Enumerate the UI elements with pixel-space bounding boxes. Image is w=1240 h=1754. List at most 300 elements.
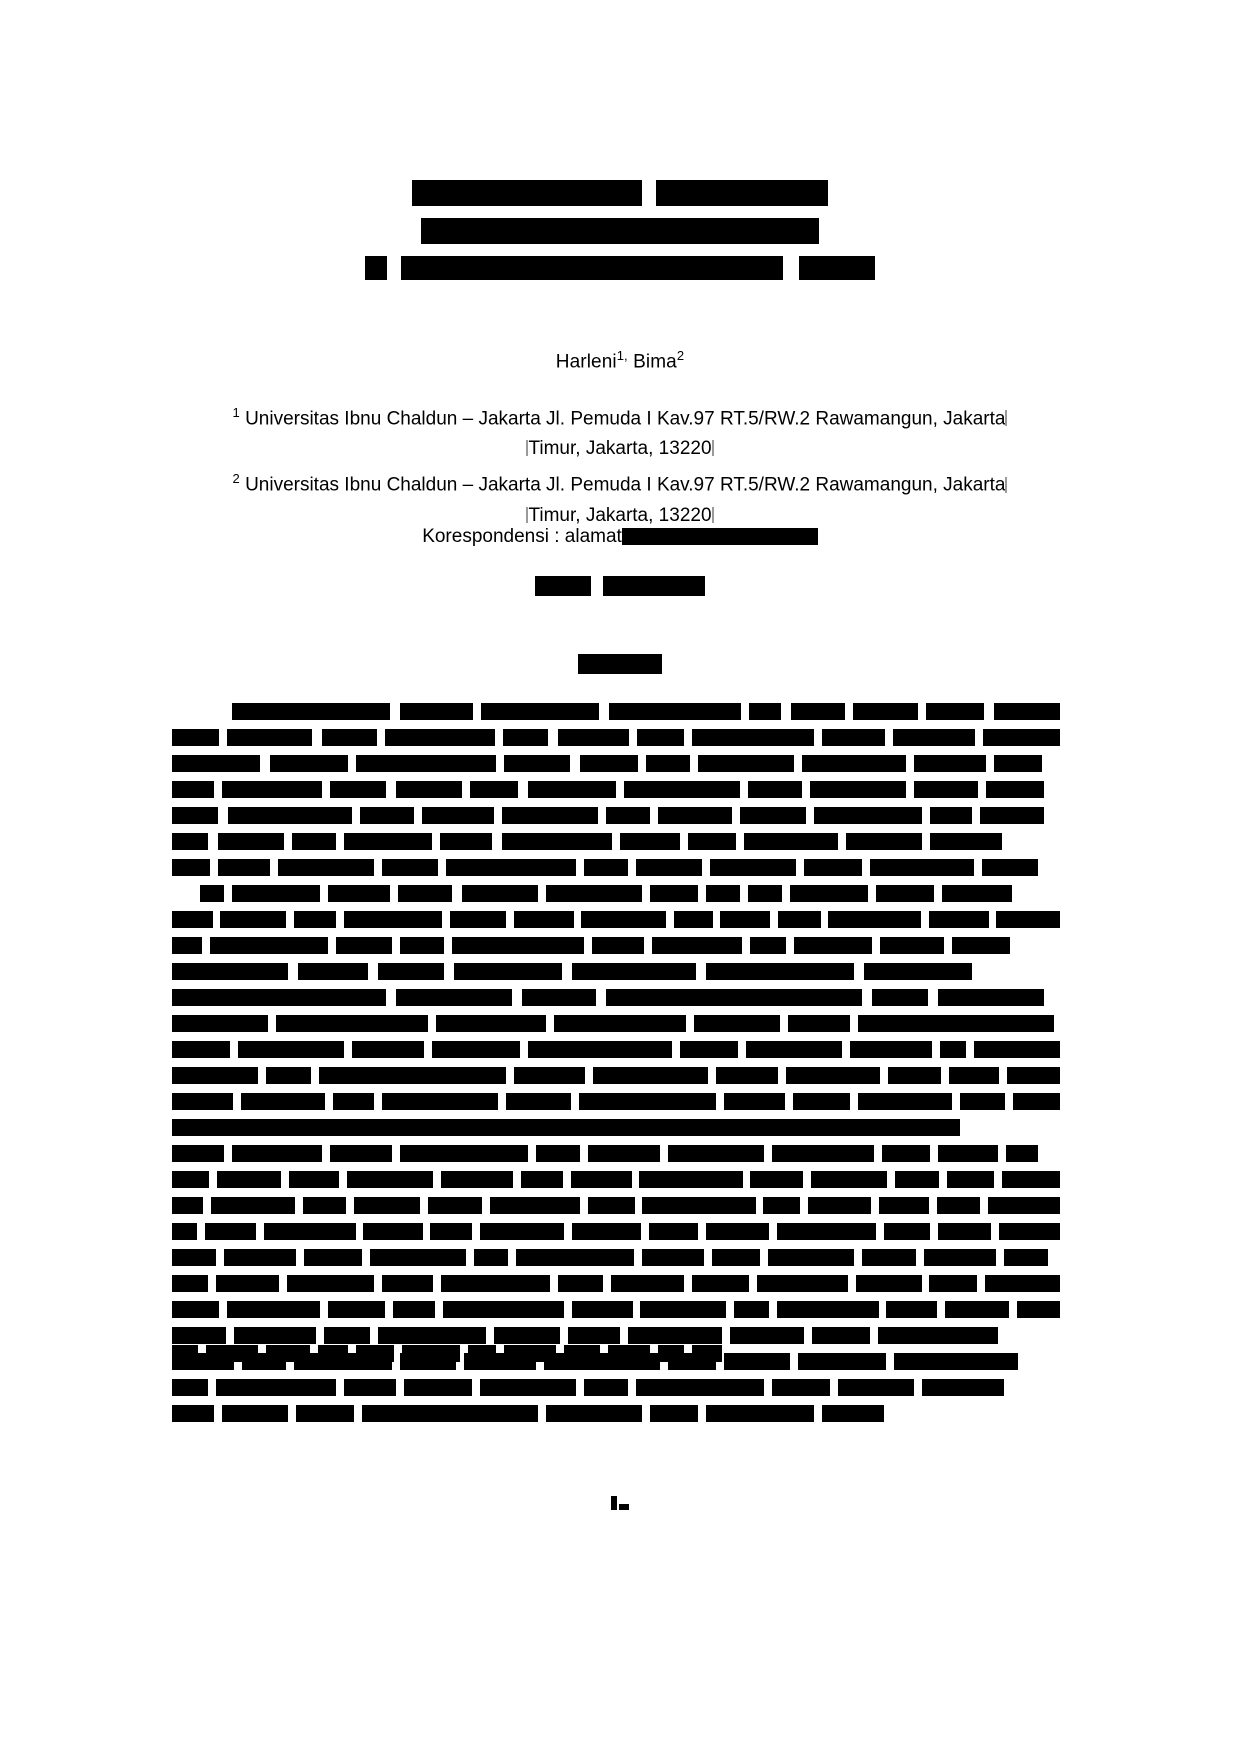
- redaction-bar: [812, 1327, 870, 1344]
- redaction-bar: [450, 911, 506, 928]
- redaction-bar: [393, 1301, 436, 1318]
- redaction-bar: [882, 1145, 930, 1162]
- redaction-bar: [763, 1197, 800, 1214]
- redaction-bar: [929, 1275, 976, 1292]
- redaction-bar: [646, 755, 690, 772]
- redaction-bar: [172, 1379, 208, 1396]
- redaction-bar: [172, 1275, 208, 1292]
- redaction-tick: [1005, 477, 1007, 493]
- redacted-text-line: [172, 1090, 1060, 1112]
- redaction-bar: [172, 1119, 960, 1136]
- redaction-bar: [564, 1345, 600, 1362]
- redaction-bar: [220, 911, 286, 928]
- redaction-bar: [385, 729, 495, 746]
- redaction-bar: [296, 1405, 354, 1422]
- redaction-bar: [172, 755, 260, 772]
- redaction-bar: [938, 989, 1044, 1006]
- redaction-bar: [872, 989, 928, 1006]
- redaction-bar: [1004, 1249, 1048, 1266]
- redaction-bar: [382, 1275, 433, 1292]
- redaction-bar: [440, 833, 492, 850]
- redaction-bar: [400, 937, 444, 954]
- redaction-bar: [929, 911, 989, 928]
- redaction-bar: [712, 1249, 760, 1266]
- redaction-bar: [344, 1379, 396, 1396]
- redaction-bar: [639, 1171, 742, 1188]
- redaction-bar: [624, 781, 740, 798]
- redaction-bar: [811, 1171, 887, 1188]
- redacted-text-line: [172, 986, 1060, 1008]
- redaction-bar: [777, 1223, 877, 1240]
- correspondence-label: Korespondensi : alamat: [422, 526, 622, 547]
- redaction-bar: [468, 1345, 496, 1362]
- redaction-bar: [960, 1093, 1005, 1110]
- redaction-bar: [886, 1301, 937, 1318]
- redaction-bar: [858, 1015, 1054, 1032]
- redaction-bar: [947, 1171, 994, 1188]
- page-footer: [0, 1496, 1240, 1510]
- redaction-bar: [224, 1249, 296, 1266]
- redaction-bar: [578, 654, 662, 674]
- redacted-text-line: [172, 1298, 1060, 1320]
- redaction-bar: [270, 755, 348, 772]
- redaction-bar: [401, 256, 783, 280]
- redaction-bar: [356, 755, 496, 772]
- redaction-bar: [528, 781, 616, 798]
- redaction-bar: [278, 859, 374, 876]
- redaction-bar: [620, 833, 680, 850]
- redaction-bar: [822, 729, 885, 746]
- redaction-bar: [535, 576, 591, 596]
- redaction-bar: [748, 885, 782, 902]
- affiliation-2-text-2: Timur, Jakarta, 13220: [528, 504, 712, 526]
- redaction-bar: [744, 833, 838, 850]
- redacted-text-line: [172, 908, 1060, 930]
- redaction-bar: [636, 859, 702, 876]
- redaction-bar: [628, 1327, 722, 1344]
- redaction-bar: [217, 1171, 281, 1188]
- redaction-bar: [172, 1145, 224, 1162]
- redaction-bar: [658, 1345, 684, 1362]
- redaction-bar: [516, 1249, 634, 1266]
- redaction-bar: [422, 807, 494, 824]
- redaction-bar: [862, 1249, 916, 1266]
- redacted-text-line: [172, 1194, 1060, 1216]
- redaction-bar: [462, 885, 538, 902]
- redaction-bar: [799, 256, 875, 280]
- redaction-bar: [218, 833, 284, 850]
- redaction-bar: [924, 1249, 996, 1266]
- author-sup-2: 2: [676, 348, 685, 363]
- redaction-bar: [480, 1379, 576, 1396]
- redaction-bar: [172, 1223, 197, 1240]
- redacted-text-line: [172, 1012, 1060, 1034]
- redaction-bar: [808, 1197, 870, 1214]
- author-name-1: Harleni: [555, 351, 617, 373]
- redaction-bar: [294, 911, 336, 928]
- redaction-bar: [404, 1379, 472, 1396]
- redacted-text-line: [172, 1402, 1060, 1424]
- redaction-bar: [370, 1249, 466, 1266]
- redaction-bar: [172, 1015, 268, 1032]
- redaction-bar: [402, 1345, 460, 1362]
- redaction-bar: [592, 937, 644, 954]
- redaction-bar: [879, 1197, 930, 1214]
- redaction-bar: [750, 1171, 803, 1188]
- redaction-bar: [720, 911, 770, 928]
- redaction-bar: [828, 911, 921, 928]
- redacted-text-line: [172, 1038, 1060, 1060]
- redaction-bar: [200, 885, 224, 902]
- redaction-bar: [232, 703, 390, 720]
- redaction-bar: [354, 1197, 420, 1214]
- redacted-text-line: [172, 804, 1060, 826]
- redaction-bar: [352, 1041, 424, 1058]
- redaction-bar: [581, 911, 666, 928]
- redaction-bar: [490, 1197, 580, 1214]
- redaction-bar: [584, 1379, 628, 1396]
- redaction-bar: [558, 729, 629, 746]
- redaction-bar: [692, 1345, 722, 1362]
- redaction-bar: [810, 781, 906, 798]
- redaction-bar: [608, 1345, 650, 1362]
- redaction-bar: [983, 729, 1060, 746]
- redaction-bar: [227, 729, 312, 746]
- redaction-bar: [1002, 1171, 1060, 1188]
- redaction-bar: [609, 703, 741, 720]
- redaction-bar: [344, 833, 432, 850]
- redaction-bar: [360, 807, 414, 824]
- redaction-bar: [172, 1041, 230, 1058]
- redaction-bar: [470, 781, 518, 798]
- redaction-bar: [266, 1067, 311, 1084]
- redaction-bar: [454, 963, 562, 980]
- affiliation-2-marker: 2: [232, 471, 240, 487]
- redacted-text-line: [172, 700, 1060, 722]
- redaction-bar: [999, 1223, 1060, 1240]
- redaction-bar: [205, 1223, 257, 1240]
- correspondence-line: [0, 526, 1240, 548]
- redaction-bar: [884, 1223, 930, 1240]
- redaction-bar: [688, 833, 736, 850]
- redaction-bar: [211, 1197, 295, 1214]
- redaction-bar: [710, 859, 796, 876]
- redaction-bar: [398, 885, 452, 902]
- redaction-bar: [264, 1223, 356, 1240]
- redaction-bar: [949, 1067, 1000, 1084]
- redaction-bar: [172, 729, 219, 746]
- redaction-bar: [937, 1197, 980, 1214]
- redacted-text-line: [172, 1246, 1060, 1268]
- redaction-tick: [712, 440, 714, 456]
- redaction-bar: [396, 989, 512, 1006]
- redaction-tick: [712, 507, 714, 523]
- redaction-bar: [172, 1249, 216, 1266]
- redaction-bar: [546, 1405, 642, 1422]
- redaction-bar: [378, 963, 444, 980]
- redaction-bar: [234, 1327, 316, 1344]
- redaction-bar: [940, 1041, 966, 1058]
- redaction-bar: [880, 937, 944, 954]
- redaction-bar: [568, 1327, 620, 1344]
- redaction-bar: [791, 703, 845, 720]
- redaction-bar: [996, 911, 1060, 928]
- redaction-bar: [238, 1041, 344, 1058]
- redaction-bar: [1017, 1301, 1060, 1318]
- keywords-line: [172, 1342, 1060, 1368]
- redaction-bar: [318, 1345, 348, 1362]
- redaction-bar: [988, 1197, 1060, 1214]
- redaction-bar: [356, 1345, 394, 1362]
- redaction-bar: [584, 859, 628, 876]
- redacted-text-line: [172, 1220, 1060, 1242]
- redaction-bar: [985, 1275, 1060, 1292]
- redaction-bar: [876, 885, 934, 902]
- redaction-bar: [982, 859, 1038, 876]
- redaction-bar: [938, 1223, 992, 1240]
- redaction-bar: [322, 729, 377, 746]
- redaction-bar: [1007, 1067, 1060, 1084]
- redaction-bar: [930, 807, 972, 824]
- redaction-bar: [333, 1093, 374, 1110]
- redaction-bar: [319, 1067, 507, 1084]
- author-list: [0, 348, 1240, 373]
- redaction-bar: [303, 1197, 346, 1214]
- redaction-bar: [494, 1327, 560, 1344]
- redaction-bar: [172, 911, 213, 928]
- redaction-bar: [287, 1275, 374, 1292]
- redaction-bar: [893, 729, 976, 746]
- redaction-bar: [986, 781, 1044, 798]
- redacted-text-line: [172, 1272, 1060, 1294]
- redaction-bar: [930, 833, 1002, 850]
- redaction-bar: [749, 703, 781, 720]
- redaction-bar: [656, 180, 828, 206]
- redaction-bar: [642, 1197, 755, 1214]
- redaction-bar: [336, 937, 392, 954]
- redacted-text-line: [172, 1064, 1060, 1086]
- redaction-bar: [870, 859, 974, 876]
- redaction-bar: [504, 755, 570, 772]
- redaction-bar: [698, 755, 794, 772]
- redaction-bar: [172, 1327, 226, 1344]
- redaction-bar: [536, 1145, 580, 1162]
- redaction-bar: [441, 1171, 513, 1188]
- affiliation-2-text: Universitas Ibnu Chaldun – Jakarta Jl. Pemuda I Kav.97 RT.5/RW.2 Rawamangun, Jakarta: [245, 474, 1006, 496]
- redaction-bar: [546, 885, 642, 902]
- redaction-bar: [528, 1041, 672, 1058]
- redaction-bar: [289, 1171, 340, 1188]
- author-sup-1: 1,: [616, 348, 628, 363]
- redaction-bar: [216, 1275, 279, 1292]
- redaction-bar: [218, 859, 270, 876]
- redacted-text-line: [172, 778, 1060, 800]
- redacted-text-line: [172, 1342, 1060, 1364]
- redaction-bar: [757, 1275, 848, 1292]
- redaction-bar: [794, 937, 872, 954]
- redaction-bar: [227, 1301, 321, 1318]
- redaction-bar: [850, 1041, 932, 1058]
- redaction-bar: [172, 781, 214, 798]
- redaction-bar: [222, 1405, 288, 1422]
- redaction-bar: [680, 1041, 738, 1058]
- redaction-bar: [706, 1405, 814, 1422]
- redacted-text-line: [172, 934, 1060, 956]
- redaction-bar: [172, 1301, 219, 1318]
- redaction-bar: [804, 859, 862, 876]
- redaction-bar: [603, 576, 705, 596]
- redaction-bar: [347, 1171, 433, 1188]
- redaction-bar: [668, 1145, 764, 1162]
- redaction-bar: [724, 1093, 785, 1110]
- abstract-heading: [0, 654, 1240, 674]
- redaction-bar: [292, 833, 336, 850]
- redaction-bar: [362, 1405, 538, 1422]
- redaction-bar: [441, 1275, 550, 1292]
- redaction-bar: [172, 807, 218, 824]
- affiliation-1-text: Universitas Ibnu Chaldun – Jakarta Jl. Pemuda I Kav.97 RT.5/RW.2 Rawamangun, Jakarta: [245, 408, 1006, 430]
- title-line-3: [0, 256, 1240, 280]
- redaction-bar: [241, 1093, 325, 1110]
- redaction-bar: [298, 963, 368, 980]
- redaction-bar: [172, 1171, 209, 1188]
- author-name-2: Bima: [633, 351, 677, 373]
- redaction-bar: [788, 1015, 850, 1032]
- redaction-bar: [980, 807, 1044, 824]
- redacted-text-line: [172, 1116, 1060, 1138]
- redaction-bar: [952, 937, 1010, 954]
- redaction-bar: [443, 1301, 564, 1318]
- correspondence-redacted-value: [622, 528, 818, 545]
- redaction-bar: [734, 1301, 769, 1318]
- redacted-text-line: [172, 1168, 1060, 1190]
- redaction-bar: [400, 1145, 528, 1162]
- redaction-bar: [974, 1041, 1060, 1058]
- redaction-bar: [412, 180, 642, 206]
- redaction-bar: [330, 1145, 392, 1162]
- redaction-bar: [344, 911, 442, 928]
- redaction-bar: [579, 1093, 717, 1110]
- redaction-bar: [172, 859, 210, 876]
- redaction-bar: [572, 963, 696, 980]
- redaction-bar: [172, 989, 386, 1006]
- redaction-bar: [846, 833, 922, 850]
- redaction-bar: [232, 885, 320, 902]
- redaction-bar: [558, 1275, 603, 1292]
- redaction-bar: [481, 703, 599, 720]
- redaction-tick: [1005, 410, 1007, 426]
- redaction-bar: [716, 1067, 779, 1084]
- redaction-bar: [740, 807, 806, 824]
- redaction-bar: [506, 1093, 571, 1110]
- redaction-bar: [922, 1379, 1004, 1396]
- redaction-bar: [692, 1275, 749, 1292]
- redaction-bar: [428, 1197, 483, 1214]
- redaction-bar: [304, 1249, 362, 1266]
- redaction-bar: [649, 1223, 699, 1240]
- redaction-bar: [382, 859, 438, 876]
- redaction-bar: [619, 1504, 629, 1510]
- redaction-bar: [853, 703, 919, 720]
- redaction-bar: [432, 1041, 520, 1058]
- article-type-heading: [0, 576, 1240, 596]
- redacted-text-line: [172, 856, 1060, 878]
- redaction-bar: [914, 755, 986, 772]
- redaction-bar: [814, 807, 922, 824]
- redaction-bar: [276, 1015, 428, 1032]
- redaction-bar: [572, 1301, 633, 1318]
- redaction-bar: [436, 1015, 546, 1032]
- affiliation-1-line-1: [0, 398, 1240, 434]
- redaction-bar: [706, 963, 854, 980]
- redaction-bar: [692, 729, 814, 746]
- document-title: [0, 180, 1240, 292]
- redaction-bar: [588, 1145, 660, 1162]
- redaction-bar: [222, 781, 322, 798]
- redaction-bar: [363, 1223, 422, 1240]
- redaction-bar: [172, 937, 202, 954]
- redacted-text-line: [172, 960, 1060, 982]
- redaction-bar: [503, 729, 548, 746]
- redaction-bar: [514, 911, 574, 928]
- redaction-bar: [748, 781, 802, 798]
- redacted-text-line: [172, 1142, 1060, 1164]
- redaction-bar: [802, 755, 906, 772]
- affiliation-1-text-2: Timur, Jakarta, 13220: [528, 438, 712, 460]
- redaction-bar: [266, 1345, 310, 1362]
- redaction-bar: [522, 989, 596, 1006]
- redaction-bar: [580, 755, 638, 772]
- redaction-bar: [554, 1015, 686, 1032]
- redaction-bar: [232, 1145, 322, 1162]
- redaction-bar: [206, 1345, 258, 1362]
- redaction-bar: [606, 989, 862, 1006]
- redaction-bar: [694, 1015, 780, 1032]
- redaction-bar: [324, 1327, 370, 1344]
- redaction-bar: [772, 1145, 874, 1162]
- redaction-bar: [778, 911, 820, 928]
- redaction-bar: [926, 703, 984, 720]
- redaction-bar: [328, 1301, 385, 1318]
- redaction-bar: [588, 1197, 635, 1214]
- redaction-bar: [914, 781, 978, 798]
- redaction-bar: [895, 1171, 940, 1188]
- redaction-bar: [730, 1327, 804, 1344]
- redaction-bar: [658, 807, 732, 824]
- redaction-bar: [328, 885, 390, 902]
- redaction-bar: [858, 1093, 952, 1110]
- redaction-bar: [706, 1223, 769, 1240]
- redaction-bar: [172, 1093, 233, 1110]
- redaction-bar: [650, 885, 698, 902]
- redaction-bar: [378, 1327, 486, 1344]
- redaction-bar: [888, 1067, 941, 1084]
- redaction-bar: [474, 1249, 508, 1266]
- redaction-bar: [514, 1067, 584, 1084]
- redaction-bar: [772, 1379, 830, 1396]
- redaction-bar: [521, 1171, 564, 1188]
- redaction-bar: [650, 1405, 698, 1422]
- redaction-bar: [606, 807, 650, 824]
- redaction-bar: [571, 1171, 631, 1188]
- redaction-bar: [636, 1379, 764, 1396]
- redaction-bar: [878, 1327, 998, 1344]
- redaction-bar: [838, 1379, 914, 1396]
- redaction-bar: [706, 885, 740, 902]
- affiliation-1-marker: 1: [232, 405, 240, 420]
- redaction-bar: [430, 1223, 472, 1240]
- redaction-bar: [172, 833, 208, 850]
